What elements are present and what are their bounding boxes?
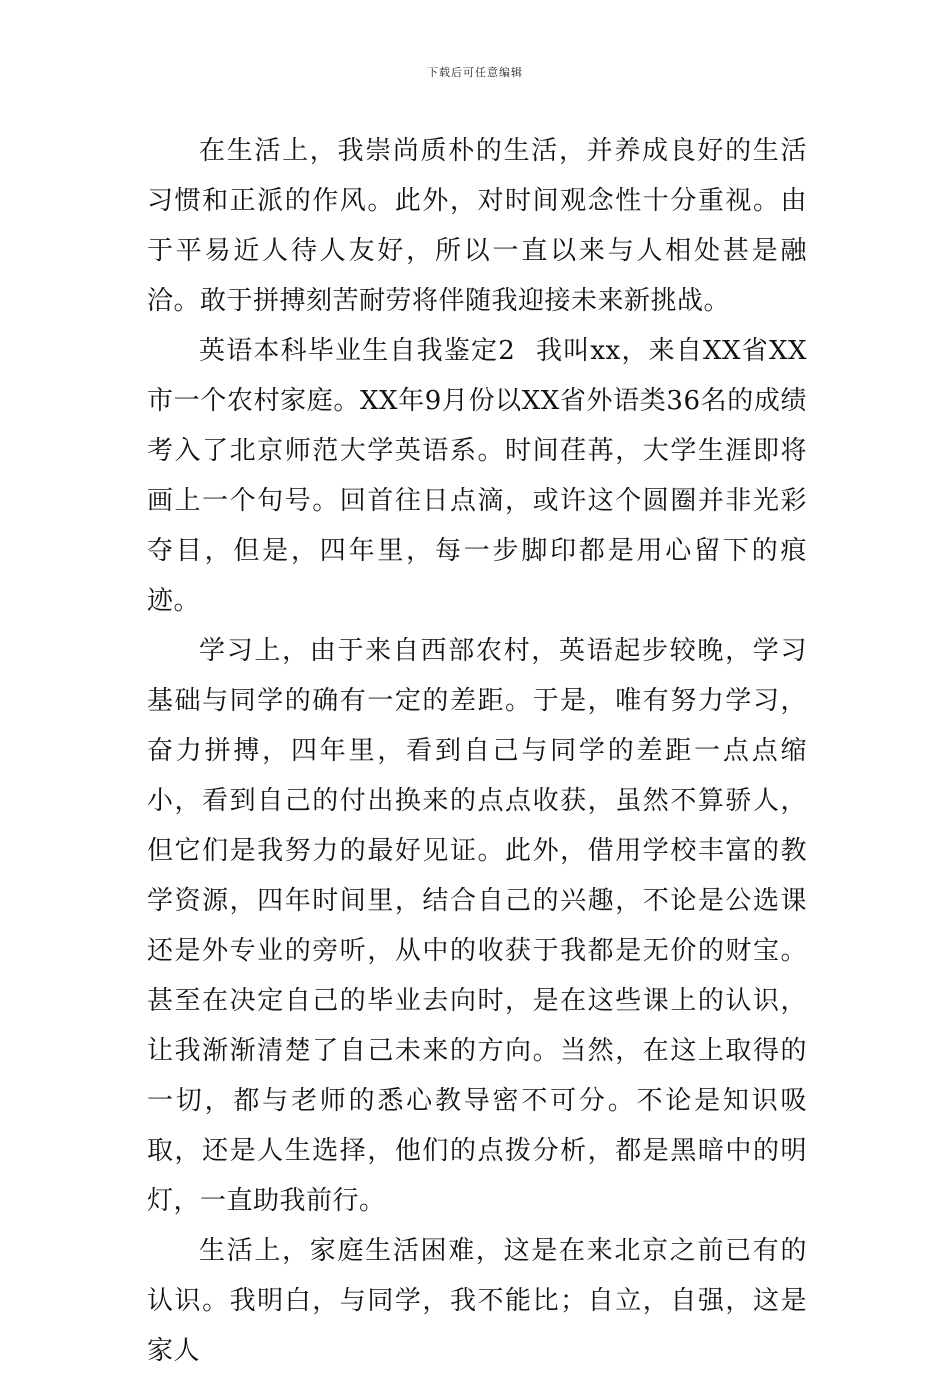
header-note: 下载后可任意编辑 <box>427 66 523 79</box>
paragraph-study: 学习上，由于来自西部农村，英语起步较晚，学习基础与同学的确有一定的差距。于是，唯有努力学习，奋力拼搏，四年里，看到自己与同学的差距一点点缩小，看到自己的付出换来的点点收获，虽然不算骄人，但它们是我努力的最好见证。此外，借用学校丰富的教学资源，四年时间里，结合自己的兴趣，不论是公选课还是外专业的旁听，从中的收获于我都是无价的财宝。甚至在决定自己的毕业去向时，是在这些课上的认识，让我渐渐清楚了自己未来的方向。当然，在这上取得的一切，都与老师的悉心教导密不可分。不论是知识吸取，还是人生选择，他们的点拨分析，都是黑暗中的明灯，一直助我前行。 <box>147 636 807 1216</box>
paragraph-intro-text: 我叫xx，来自XX省XX市一个农村家庭。XX年9月份以XX省外语类36名的成绩考入了北京师范大学英语系。时间荏苒，大学生涯即将画上一个句号。回首往日点滴，或许这个圆圈并非光彩夺目，但是，四年里，每一步脚印都是用心留下的痕迹。 <box>147 336 807 616</box>
document-body <box>147 126 807 1376</box>
paragraph-self-assessment-intro <box>147 326 807 626</box>
paragraph-lifestyle: 在生活上，我崇尚质朴的生活，并养成良好的生活习惯和正派的作风。此外，对时间观念性十分重视。由于平易近人待人友好，所以一直以来与人相处甚是融洽。敢于拼搏刻苦耐劳将伴随我迎接未来新挑战。 <box>147 136 807 316</box>
section-title: 英语本科毕业生自我鉴定2 <box>199 336 516 366</box>
paragraph-life: 生活上，家庭生活困难，这是在来北京之前已有的认识。我明白，与同学，我不能比；自立，自强，这是家人 <box>147 1236 807 1366</box>
